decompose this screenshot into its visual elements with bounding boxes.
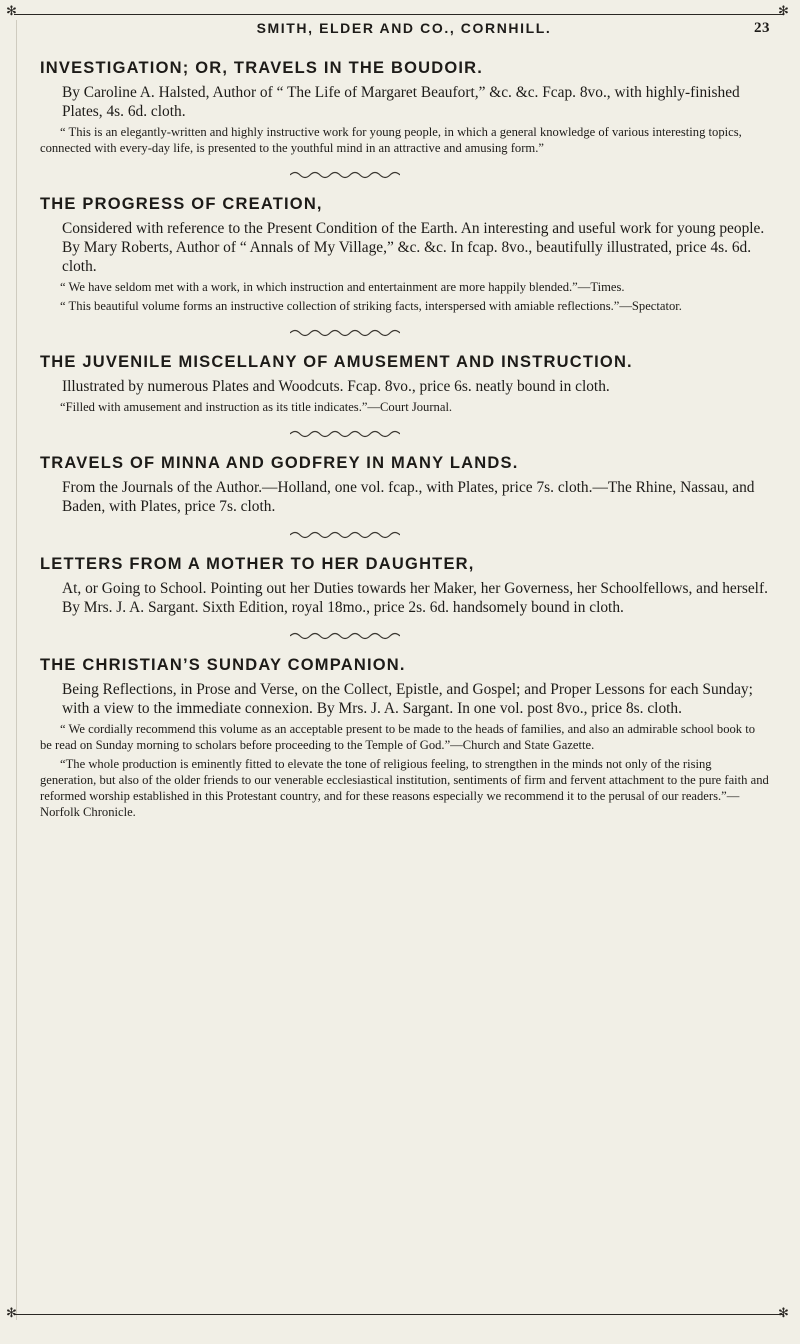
- entry-description: From the Journals of the Author.—Holland, one vol. fcap., with Plates, price 7s. cloth.—The Rhine, Nassau, and Baden, with Plates, price 7s. cloth.: [62, 479, 755, 515]
- catalogue-entry: [40, 194, 770, 314]
- section-divider: [290, 631, 400, 641]
- entry-description: At, or Going to School. Pointing out her Duties towards her Maker, her Governess, her Schoolfellows, and herself. By Mrs. J. A. Sargant. Sixth Edition, royal 18mo., price 2s. 6d. handsomely bound in cloth.: [62, 580, 768, 616]
- entry-title: INVESTIGATION; OR, TRAVELS IN THE BOUDOIR.: [40, 59, 484, 77]
- top-rule: [14, 14, 784, 15]
- entry-title: TRAVELS OF MINNA AND GODFREY IN MANY LANDS.: [40, 454, 519, 472]
- section-divider: [290, 170, 400, 180]
- entry-title: THE JUVENILE MISCELLANY OF AMUSEMENT AND INSTRUCTION.: [40, 353, 633, 371]
- press-review: “Filled with amusement and instruction as its title indicates.”—Court Journal.: [60, 400, 453, 414]
- margin-line: [16, 20, 17, 1320]
- catalogue-entry: [40, 352, 770, 415]
- entry-title: THE PROGRESS OF CREATION,: [40, 195, 323, 213]
- corner-ornament-bottom-left: ✻: [6, 1306, 17, 1321]
- entry-description: By Caroline A. Halsted, Author of “ The Life of Margaret Beaufort,” &c. &c. Fcap. 8vo., with highly-finished Plates, 4s. 6d. cloth.: [62, 84, 740, 120]
- corner-ornament-bottom-right: ✻: [778, 1306, 789, 1321]
- catalogue-entry: [40, 554, 770, 617]
- entry-description: Considered with reference to the Present Condition of the Earth. An interesting and useful work for young people. By Mary Roberts, Author of “ Annals of My Village,” &c. &c. In fcap. 8vo., beautifully illustrated, price 4s. 6d. cloth.: [62, 220, 765, 275]
- corner-ornament-top-right: ✻: [778, 4, 789, 19]
- section-divider: [290, 530, 400, 540]
- bottom-rule: [14, 1314, 784, 1315]
- catalogue-entry: [40, 655, 770, 820]
- section-divider: [290, 328, 400, 338]
- press-review: “The whole production is eminently fitted to elevate the tone of religious feeling, to strengthen in the minds not only of the rising generation, but also of the older friends to our venerable ecclesiastical institution, sentiments of firm and fervent attachment to the pure faith and reformed worship established in this Protestant country, and for these reasons especially we recommend it to the perusal of our readers.”—Norfolk Chronicle.: [40, 757, 769, 819]
- entry-title: LETTERS FROM A MOTHER TO HER DAUGHTER,: [40, 555, 475, 573]
- page-header: SMITH, ELDER AND CO., CORNHILL.: [256, 20, 552, 36]
- entry-description: Illustrated by numerous Plates and Woodcuts. Fcap. 8vo., price 6s. neatly bound in cloth.: [62, 378, 610, 395]
- section-divider: [290, 429, 400, 439]
- press-review: “ This is an elegantly-written and highly instructive work for young people, in which a general knowledge of various interesting topics, connected with every-day life, is presented to the youthful mind in an attractive and amusing form.”: [40, 125, 742, 155]
- corner-ornament-top-left: ✻: [6, 4, 17, 19]
- catalogue-entry: [40, 453, 770, 516]
- entry-title: THE CHRISTIAN’S SUNDAY COMPANION.: [40, 656, 406, 674]
- press-review: “ This beautiful volume forms an instructive collection of striking facts, interspersed with amiable reflections.”—Spectator.: [60, 299, 682, 313]
- entry-description: Being Reflections, in Prose and Verse, on the Collect, Epistle, and Gospel; and Proper Lessons for each Sunday; with a view to the immediate connexion. By Mrs. J. A. Sargant. In one vol. post 8vo., price 8s. cloth.: [62, 681, 753, 717]
- press-review: “ We have seldom met with a work, in which instruction and entertainment are more happily blended.”—Times.: [60, 280, 625, 294]
- page-number: 23: [754, 20, 770, 36]
- press-review: “ We cordially recommend this volume as an acceptable present to be made to the heads of families, and also an admirable school book to be read on Sunday morning to scholars before proceeding to the Temple of God.”—Church and State Gazette.: [40, 722, 756, 752]
- catalogue-entries: [40, 58, 770, 820]
- catalogue-entry: [40, 58, 770, 156]
